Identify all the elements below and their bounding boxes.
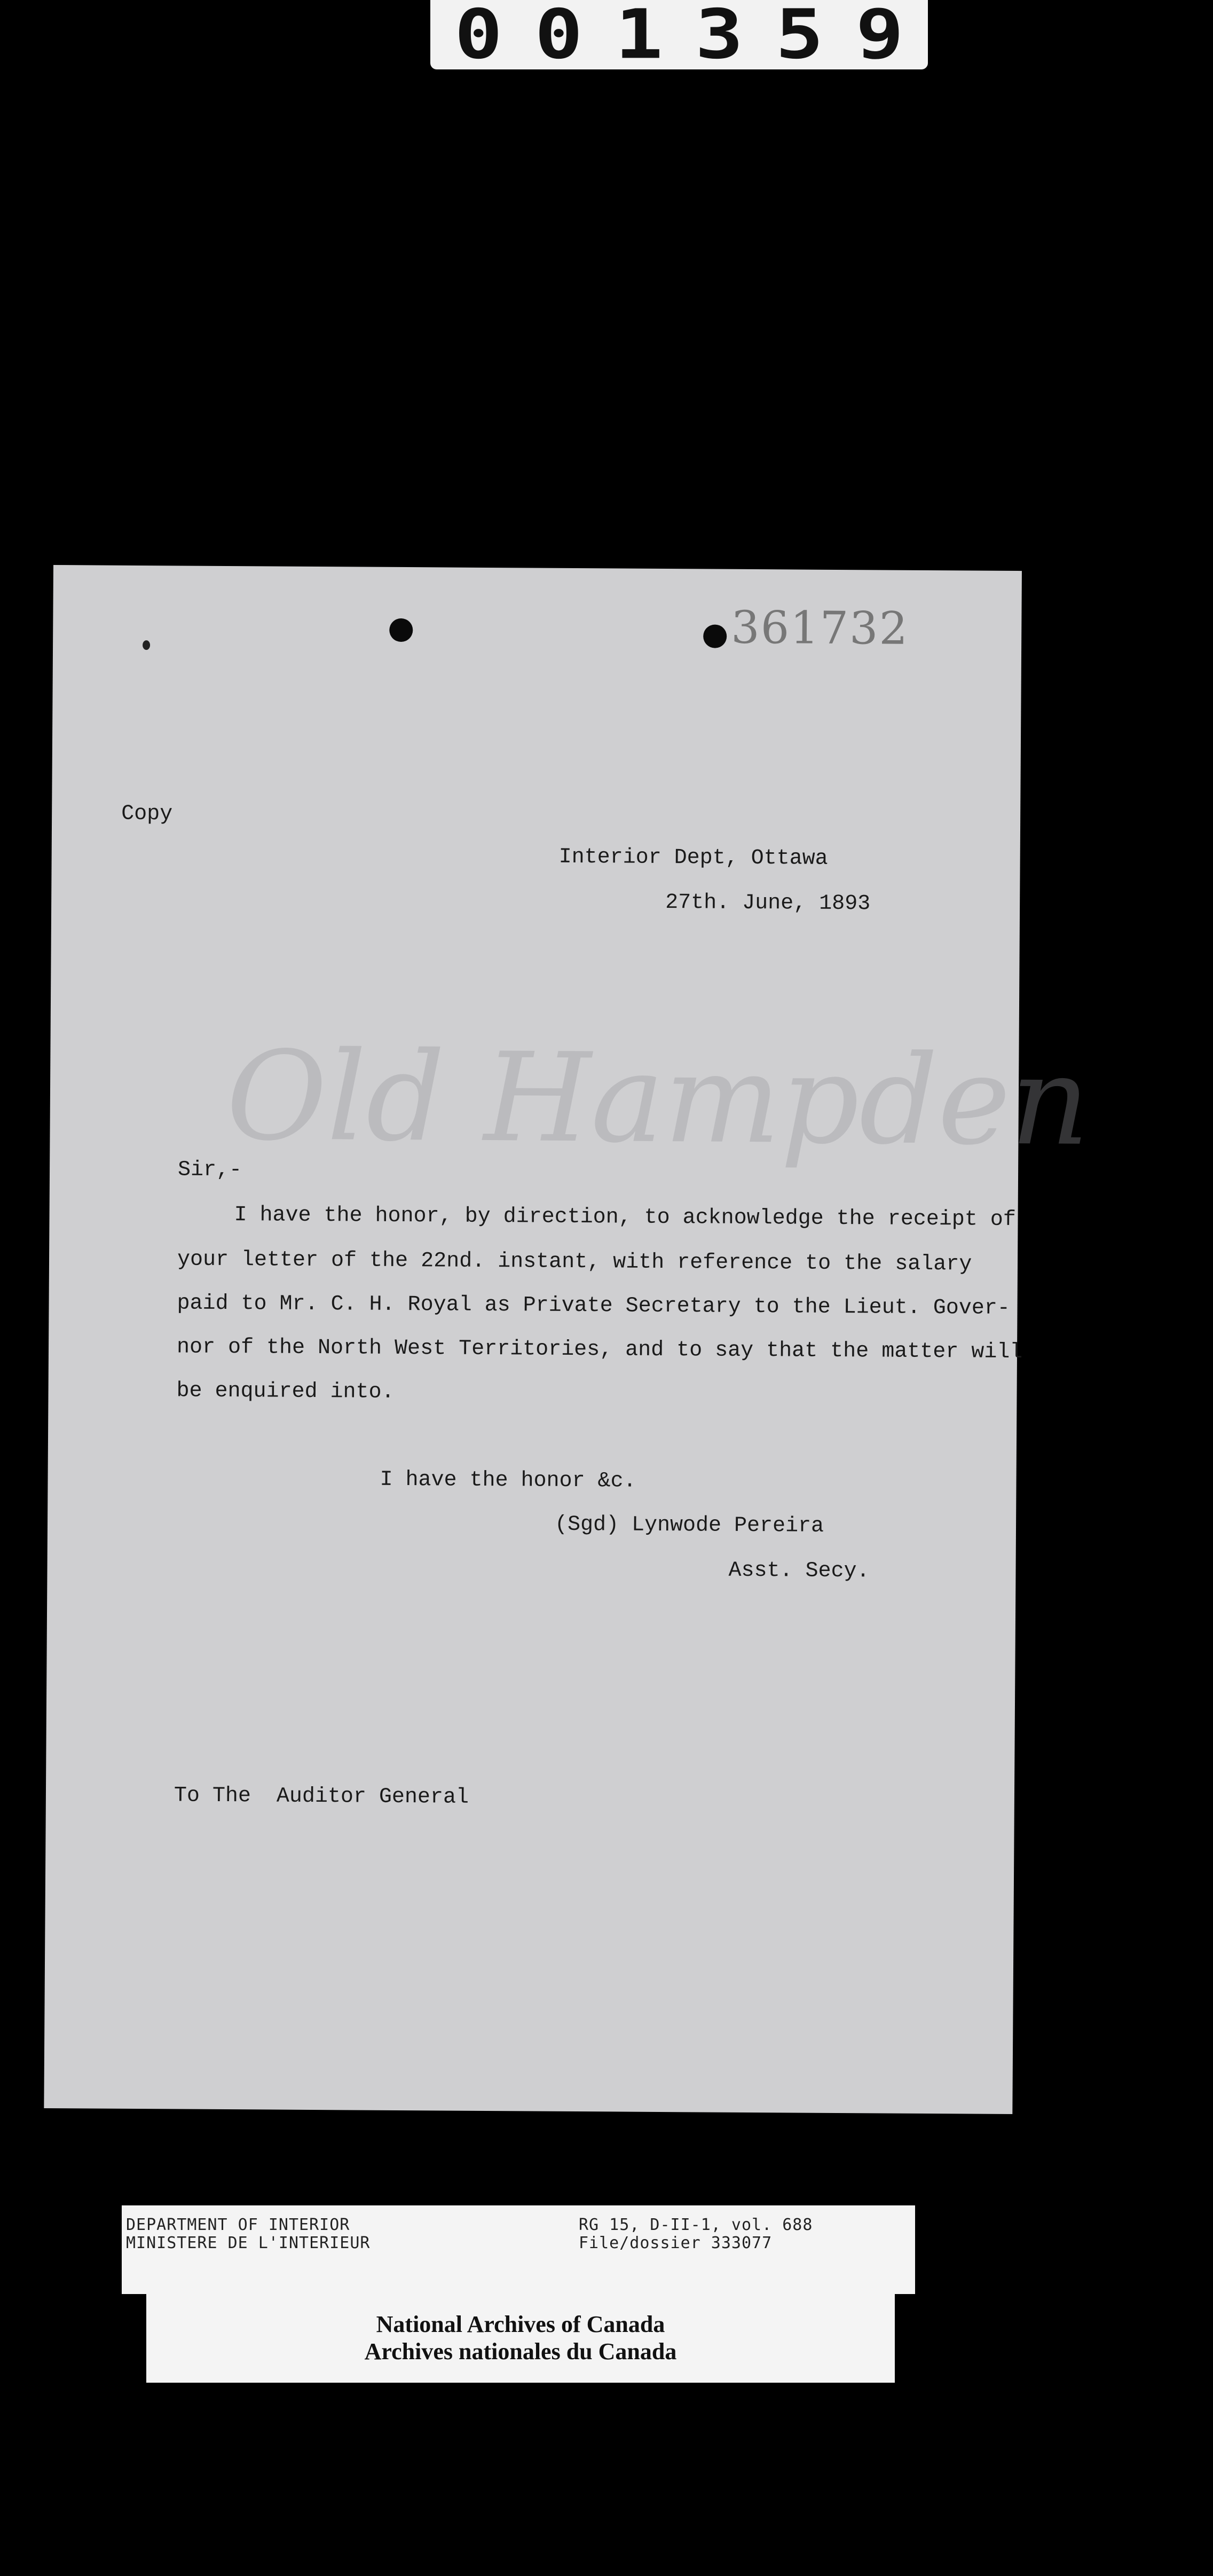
department-fr: MINISTERE DE L'INTERIEUR xyxy=(126,2234,371,2252)
body-line: nor of the North West Territories, and to say that the matter will xyxy=(176,1335,1023,1365)
archive-reference-label xyxy=(122,2205,915,2294)
body-line: be enquired into. xyxy=(176,1379,395,1404)
frame-number-strip xyxy=(430,0,936,74)
sender-address: Interior Dept, Ottawa xyxy=(558,845,828,871)
punch-hole xyxy=(389,618,413,642)
signer-title: Asst. Secy. xyxy=(728,1558,870,1584)
closing: I have the honor &c. xyxy=(380,1467,636,1494)
body-line: your letter of the 22nd. instant, with reference to the salary xyxy=(177,1247,972,1277)
record-group-reference: RG 15, D-II-1, vol. 688 xyxy=(579,2216,813,2234)
archive-name-en: National Archives of Canada xyxy=(376,2311,665,2338)
paper-watermark: Old Hampden xyxy=(226,1025,1090,1173)
letter-date: 27th. June, 1893 xyxy=(665,891,871,916)
body-line: paid to Mr. C. H. Royal as Private Secretary to the Lieut. Gover- xyxy=(177,1291,1010,1321)
stamp-number: 361732 xyxy=(731,601,909,655)
salutation: Sir,- xyxy=(177,1158,242,1183)
document-page xyxy=(44,565,1090,2114)
ink-speck xyxy=(143,640,150,650)
addressee: To The Auditor General xyxy=(174,1784,469,1810)
frame-number: 001359 xyxy=(454,0,936,74)
archive-name-label xyxy=(146,2294,895,2383)
signature: (Sgd) Lynwode Pereira xyxy=(554,1512,824,1538)
file-number: File/dossier 333077 xyxy=(579,2234,773,2252)
body-line: I have the honor, by direction, to acknowledge the receipt of xyxy=(234,1203,1016,1232)
archive-name-fr: Archives nationales du Canada xyxy=(364,2338,677,2365)
department-en: DEPARTMENT OF INTERIOR xyxy=(126,2216,350,2234)
punch-hole xyxy=(703,624,727,648)
copy-label: Copy xyxy=(121,802,173,827)
